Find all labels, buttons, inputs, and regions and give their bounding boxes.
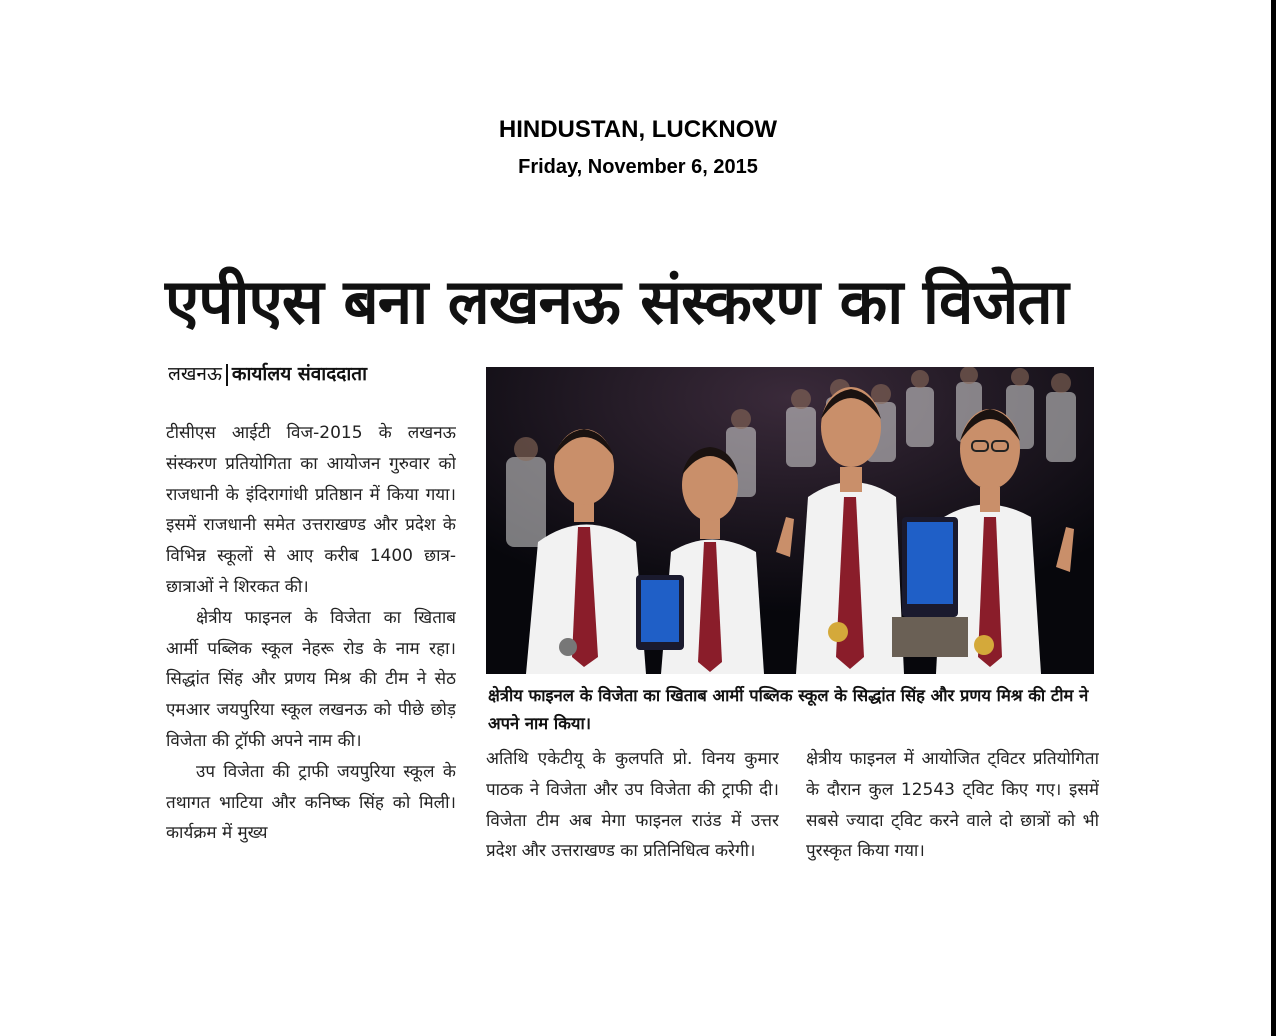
students-with-trophies-illustration — [486, 367, 1094, 674]
article-column-3 — [806, 744, 1099, 904]
byline-desk: कार्यालय संवाददाता — [231, 363, 368, 385]
publication-name: HINDUSTAN, LUCKNOW — [498, 116, 778, 143]
article-column-2 — [486, 744, 779, 904]
publication-date: Friday, November 6, 2015 — [518, 156, 758, 178]
article-column-1 — [166, 418, 456, 898]
paragraph-4: अतिथि एकेटीयू के कुलपति प्रो. विनय कुमार पाठक ने विजेता और उप विजेता की ट्राफी दी। विजेता टीम अब मेगा फाइनल राउंड में उत्तर प्रदेश और उत्तराखण्ड का प्रतिनिधित्व करेगी। — [486, 749, 779, 862]
article-headline: एपीएस बना लखनऊ संस्करण का विजेता — [165, 265, 1068, 338]
article-photo — [486, 367, 1094, 674]
paragraph-1: टीसीएस आईटी विज-2015 के लखनऊ संस्करण प्रतियोगिता का आयोजन गुरुवार को राजधानी के इंदिरागांधी प्रतिष्ठान में किया गया। इसमें राजधानी समेत उत्तराखण्ड और प्रदेश के विभिन्न स्कूलों से आए करीब 1400 छात्र-छात्राओं ने शिरकत की। — [166, 423, 456, 597]
photo-caption: क्षेत्रीय फाइनल के विजेता का खिताब आर्मी पब्लिक स्कूल के सिद्धांत सिंह और प्रणय मिश्र की टीम ने अपने नाम किया। — [488, 686, 1089, 733]
byline-separator — [226, 364, 228, 386]
paragraph-5: क्षेत्रीय फाइनल में आयोजित ट्विटर प्रतियोगिता के दौरान कुल 12543 ट्विट किए गए। इसमें सबसे ज्यादा ट्विट करने वाले दो छात्रों को भी पुरस्कृत किया गया। — [806, 749, 1099, 862]
paragraph-3: उप विजेता की ट्राफी जयपुरिया स्कूल के तथागत भाटिया और कनिष्क सिंह को मिली। कार्यक्रम में मुख्य — [166, 761, 456, 844]
paragraph-2: क्षेत्रीय फाइनल के विजेता का खिताब आर्मी पब्लिक स्कूल नेहरू रोड के नाम रहा। सिद्धांत सिंह और प्रणय मिश्र की टीम ने सेठ एमआर जयपुरिया स्कूल लखनऊ को पीछे छोड़ विजेता की ट्रॉफी अपने नाम की। — [166, 607, 456, 751]
byline-city: लखनऊ — [168, 363, 222, 385]
byline — [168, 360, 367, 386]
